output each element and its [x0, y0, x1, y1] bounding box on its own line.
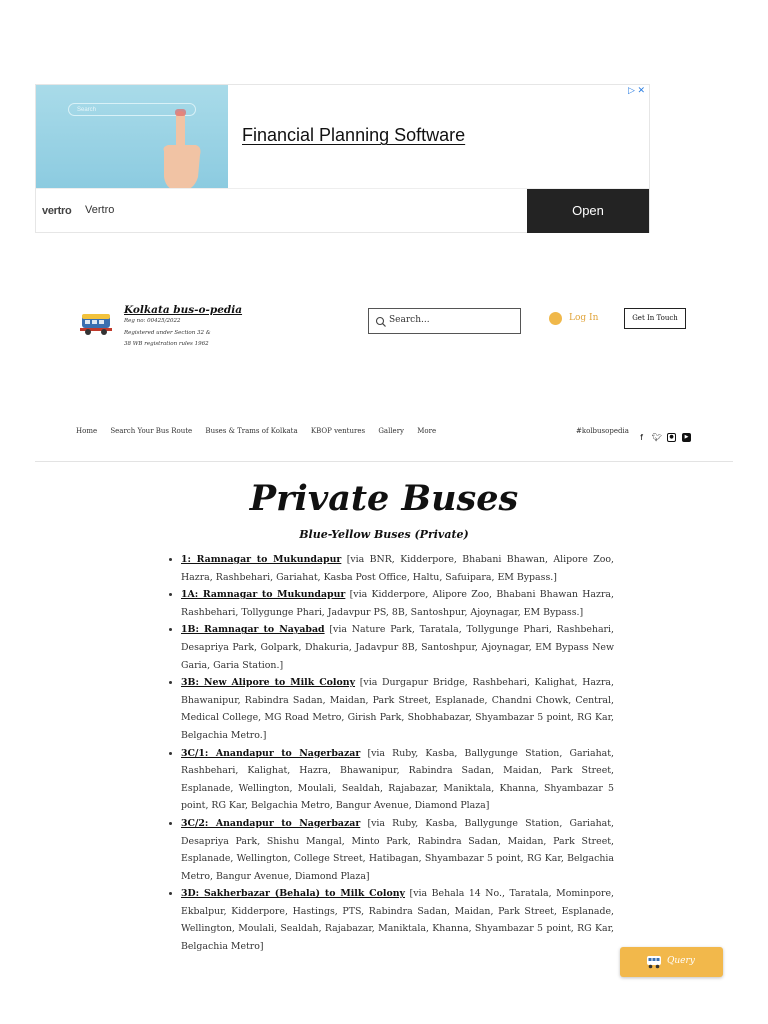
route-via: [via BNR, Kidderpore, Bhabani Bhawan, Alipore Zoo, Hazra, Rashbehari, Gariahat, Kasba Post Office, Haltu, Safuipara, EM Bypass.] — [181, 554, 614, 583]
route-link[interactable]: 1A: Ramnagar to Mukundapur — [181, 589, 346, 601]
route-via: [via Durgapur Bridge, Rashbehari, Kalighat, Hazra, Bhawanipur, Rabindra Sadan, Maidan, Park Street, Esplanade, Chandni Chowk, Central, Medical College, MG Road Metro, Girish Park, Shobhabazar, Shyambazar 5 point, RG Kar, Belgachia Metro.] — [181, 677, 614, 741]
section-title: Blue-Yellow Buses (Private) — [299, 528, 469, 541]
site-title[interactable]: Kolkata bus-o-pedia — [124, 304, 243, 316]
ad-image[interactable] — [36, 85, 228, 188]
route-link[interactable]: 1B: Ramnagar to Nayabad — [181, 624, 325, 636]
registration-line: Reg no: 00425/2022 — [124, 318, 181, 324]
route-via: [via Kidderpore, Alipore Zoo, Bhabani Bhawan Hazra, Rashbehari, Tollygunge Phari, Jadavpur PS, 8B, Santoshpur, Ajoynagar, EM Bypass.] — [181, 589, 615, 618]
ad-image-search-field: Search — [68, 103, 196, 116]
site-search-input[interactable] — [368, 308, 521, 334]
nav-item-search-route[interactable]: Search Your Bus Route — [110, 427, 193, 435]
route-link[interactable]: 3C/1: Anandapur to Nagerbazar — [181, 747, 361, 759]
bus-icon — [646, 955, 662, 969]
nav-item-more[interactable]: More — [417, 427, 437, 435]
query-button[interactable] — [620, 947, 723, 977]
header-divider — [35, 461, 733, 462]
list-item — [181, 745, 614, 815]
registration-line: Registered under Section 32 & — [124, 330, 211, 336]
route-link[interactable]: 1: Ramnagar to Mukundapur — [181, 554, 342, 565]
route-via: [via Ruby, Kasba, Ballygunge Station, Gariahat, Rashbehari, Kalighat, Hazra, Bhawanipur, Rabindra Sadan, Maidan, Park Street, Esplanade, Wellington, Moulali, Sealdah, Rajabazar, Maniktala, Khanna, Shyambazar 5 point, RG Kar, Belgachia Metro, Bangur Avenue, Diamond Plaza] — [181, 747, 614, 812]
ad-footer — [36, 188, 649, 233]
ad-banner[interactable] — [35, 84, 650, 233]
list-item — [181, 815, 614, 885]
nav-item-buses-trams[interactable]: Buses & Trams of Kolkata — [205, 427, 298, 435]
bus-logo-icon[interactable] — [79, 311, 113, 337]
youtube-icon[interactable]: ▶ — [682, 433, 691, 442]
route-link[interactable]: 3C/2: Anandapur to Nagerbazar — [181, 817, 361, 829]
route-via: [via Nature Park, Taratala, Tollygunge Phari, Rashbehari, Desapriya Park, Golpark, Dhakuria, Jadavpur 8B, Santoshpur, Ajoynagar, EM Bypass New Garia, Garia Station.] — [181, 624, 614, 671]
instagram-icon[interactable]: ● — [667, 433, 676, 442]
hashtag-link[interactable]: #kolbusopedia — [576, 427, 629, 435]
ad-headline-link[interactable]: Financial Planning Software — [242, 125, 466, 145]
ad-open-button[interactable]: Open — [527, 189, 649, 233]
list-item — [181, 621, 614, 674]
list-item — [181, 551, 614, 586]
query-label: Query — [667, 956, 695, 966]
search-icon — [375, 316, 387, 328]
route-via: [via Ruby, Kasba, Ballygunge Station, Gariahat, Desapriya Park, Shishu Mangal, Minto Park, Rabindra Sadan, Maidan, Park Street, Esplanade, Wellington, College Street, Hatibagan, Shyambazar 5 point, RG Kar, Belgachia Metro, Bangur Avenue, Diamond Plaza] — [181, 817, 614, 882]
list-item — [181, 674, 614, 744]
twitter-icon[interactable]: 🐦︎ — [652, 433, 663, 442]
route-link[interactable]: 3B: New Alipore to Milk Colony — [181, 677, 356, 689]
search-placeholder: Search... — [389, 315, 430, 325]
user-avatar-icon — [549, 312, 562, 325]
hand-icon — [158, 107, 206, 188]
route-list — [170, 551, 614, 956]
list-item — [181, 586, 614, 621]
list-item — [181, 885, 614, 955]
nav-item-gallery[interactable]: Gallery — [378, 427, 404, 435]
adchoices-close-icon[interactable]: ▷ ✕ — [628, 85, 645, 95]
nav-item-home[interactable]: Home — [76, 427, 98, 435]
login-label: Log In — [569, 313, 599, 323]
main-nav — [76, 427, 447, 435]
route-via: [via Behala 14 No., Taratala, Mominpore, Ekbalpur, Kidderpore, Hastings, PTS, Rabindra Sadan, Maidan, Park Street, Esplanade, Wellington, Moulali, Sealdah, Rajabazar, Maniktala, Khanna, Shyambazar 5 point, RG Kar, Belgachia Metro] — [181, 888, 614, 953]
nav-item-kbop-ventures[interactable]: KBOP ventures — [310, 427, 366, 435]
registration-line: 38 WB registration rules 1962 — [124, 341, 209, 347]
vertro-logo: vertro — [42, 205, 72, 217]
facebook-icon[interactable]: f — [640, 433, 643, 442]
page-title: Private Buses — [249, 478, 519, 519]
ad-brand-name: Vertro — [85, 204, 115, 216]
get-in-touch-button[interactable]: Get In Touch — [624, 308, 686, 329]
social-links — [637, 427, 697, 446]
route-link[interactable]: 3D: Sakherbazar (Behala) to Milk Colony — [181, 888, 405, 900]
